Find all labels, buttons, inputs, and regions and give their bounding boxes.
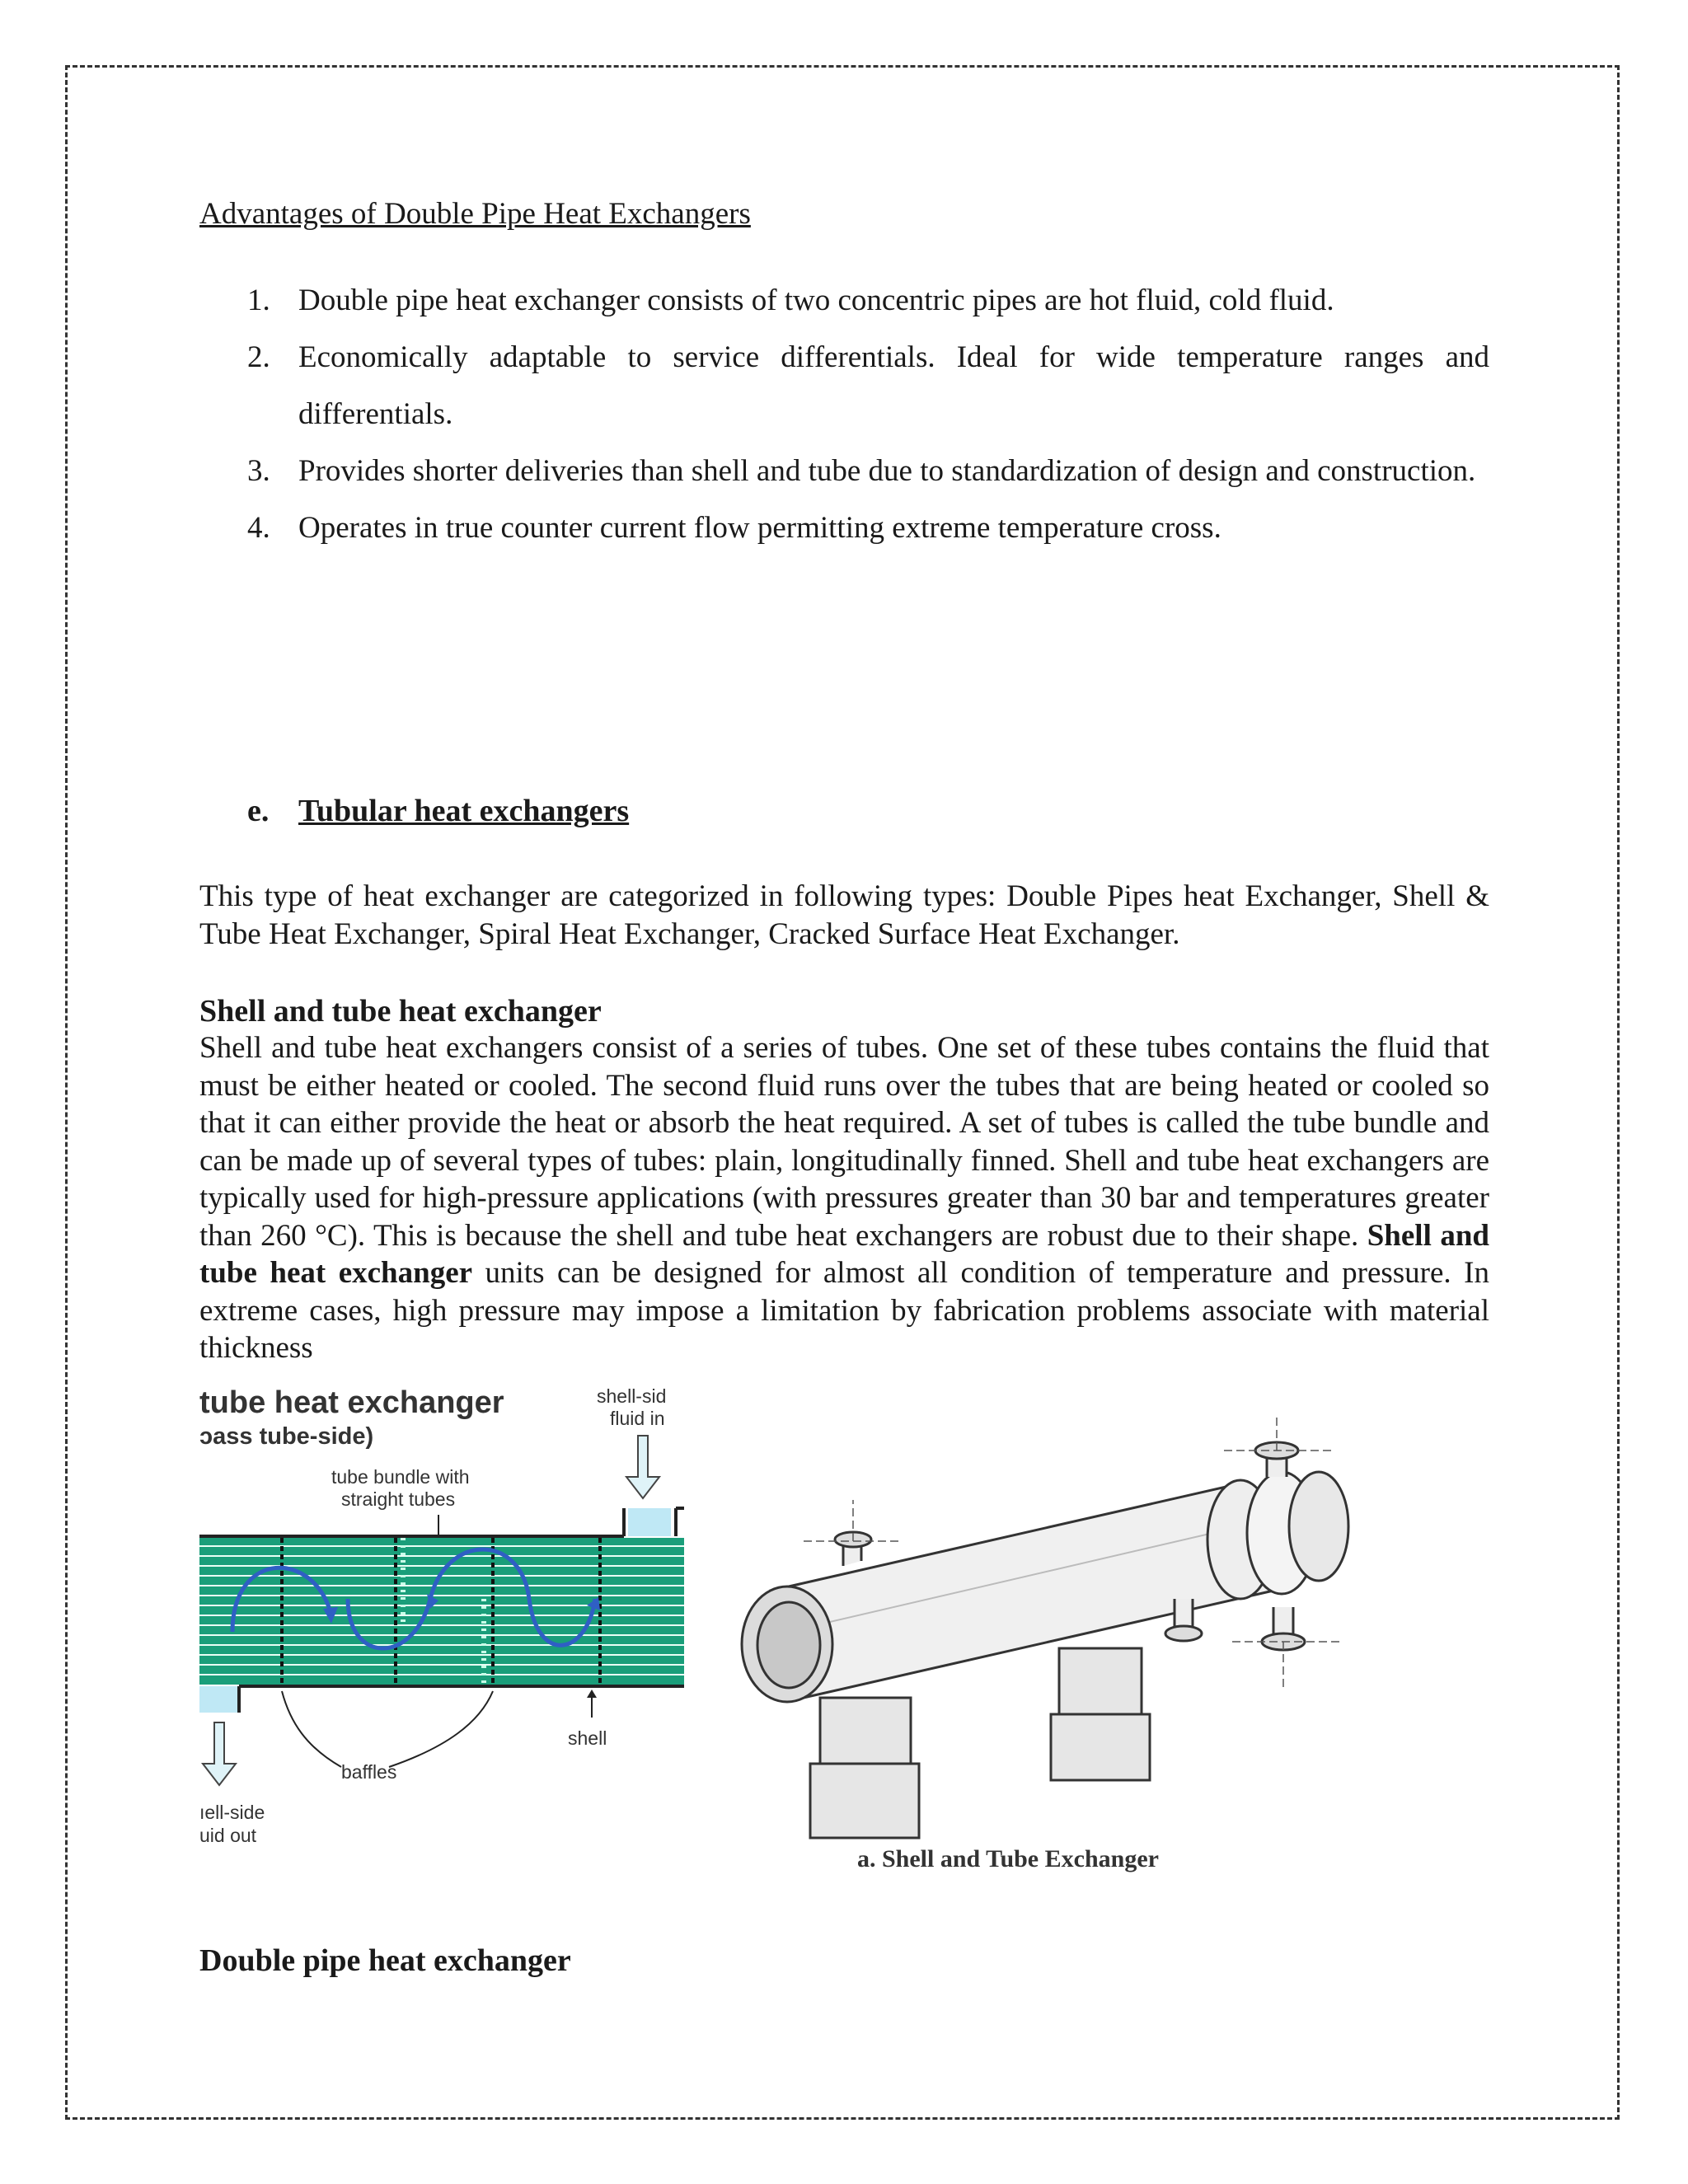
section-e-heading: [247, 793, 629, 829]
support-left: [810, 1698, 919, 1838]
illustration-caption: a. Shell and Tube Exchanger: [857, 1845, 1159, 1872]
tube-bundle-label-2: straight tubes: [341, 1488, 456, 1510]
shell-body: [771, 1483, 1273, 1698]
section-letter: e.: [247, 794, 270, 828]
shell-left-inner: [757, 1602, 820, 1688]
list-text: Economically adaptable to service differentials. Ideal for wide temperature ranges and differentials.: [298, 340, 1489, 431]
list-item: [199, 443, 1489, 499]
list-item: [199, 329, 1489, 443]
shell-tube-heading: Shell and tube heat exchanger: [199, 994, 602, 1029]
tubular-types-paragraph: This type of heat exchanger are categorized in following types: Double Pipes heat Exchanger, Shell & Tube Heat Exchanger, Spiral Heat Exchanger, Cracked Surface Heat Exchanger.: [199, 879, 1489, 951]
shell-tube-schematic: [199, 1385, 684, 1863]
shell-tube-text-a: Shell and tube heat exchangers consist of a series of tubes. One set of these tubes contains the fluid that must be either heated or cooled. The second fluid runs over the tubes that are being heated or cooled so that it can either provide the heat or absorb the heat required. A set of tubes is called the tube bundle and can be made up of several types of tubes: plain, longitudinally finned. Shell and tube heat exchangers are typically used for high-pressure applications (with pressures greater than 30 bar and temperatures greater than 260 °C). This is because the shell and tube heat exchangers are robust due to their shape.: [199, 1031, 1489, 1253]
list-number: 4.: [247, 511, 270, 545]
list-text: Double pipe heat exchanger consists of two concentric pipes are hot fluid, cold fluid.: [298, 284, 1334, 317]
advantages-heading: Advantages of Double Pipe Heat Exchangers: [199, 197, 751, 231]
baffle-pointer-lines: [282, 1691, 493, 1767]
list-item: [199, 499, 1489, 556]
list-text: Provides shorter deliveries than shell and tube due to standardization of design and construction.: [298, 454, 1476, 488]
shell-tube-illustration: [713, 1418, 1372, 1879]
schematic-title-1: tube heat exchanger: [199, 1385, 504, 1420]
exchanger-drawing: [742, 1442, 1348, 1838]
baffles-label: baffles: [341, 1761, 397, 1783]
nozzle-bottom-mid-flange: [1165, 1626, 1202, 1641]
inlet-arrow-icon: [626, 1436, 659, 1498]
inlet-nozzle: [628, 1508, 671, 1536]
list-text: Operates in true counter current flow permitting extreme temperature cross.: [298, 511, 1221, 545]
shell-tube-bold-term: Shell and tube heat exchanger: [199, 1218, 1489, 1290]
tube-bundle: [199, 1538, 684, 1685]
shell-label: shell: [568, 1727, 607, 1749]
flange-right-3: [1289, 1472, 1348, 1581]
list-number: 2.: [247, 340, 270, 374]
double-pipe-heading: Double pipe heat exchanger: [199, 1943, 571, 1978]
shell-tube-text-b: units can be designed for almost all condition of temperature and pressure. In extreme cases, high pressure may impose a limitation by fabrication problems associate with material thickness: [199, 1256, 1489, 1365]
shell-tube-paragraph: [199, 1029, 1489, 1367]
outlet-nozzle: [199, 1686, 239, 1713]
shell-out-label-1: ıell-side: [199, 1802, 265, 1823]
list-number: 1.: [247, 284, 270, 317]
shell-in-label-2: fluid in: [610, 1408, 665, 1429]
support-right: [1051, 1648, 1150, 1780]
list-item: [199, 272, 1489, 329]
advantages-list: [199, 272, 1489, 556]
outlet-arrow-icon: [203, 1722, 236, 1785]
list-number: 3.: [247, 454, 270, 488]
section-title: Tubular heat exchangers: [298, 794, 630, 828]
shell-out-label-2: uid out: [199, 1825, 257, 1846]
shell-in-label-1: shell-sid: [597, 1385, 667, 1407]
shell-pointer-head-icon: [587, 1690, 597, 1698]
schematic-title-2: ɔass tube-side): [199, 1423, 374, 1450]
tube-bundle-label-1: tube bundle with: [331, 1466, 470, 1488]
